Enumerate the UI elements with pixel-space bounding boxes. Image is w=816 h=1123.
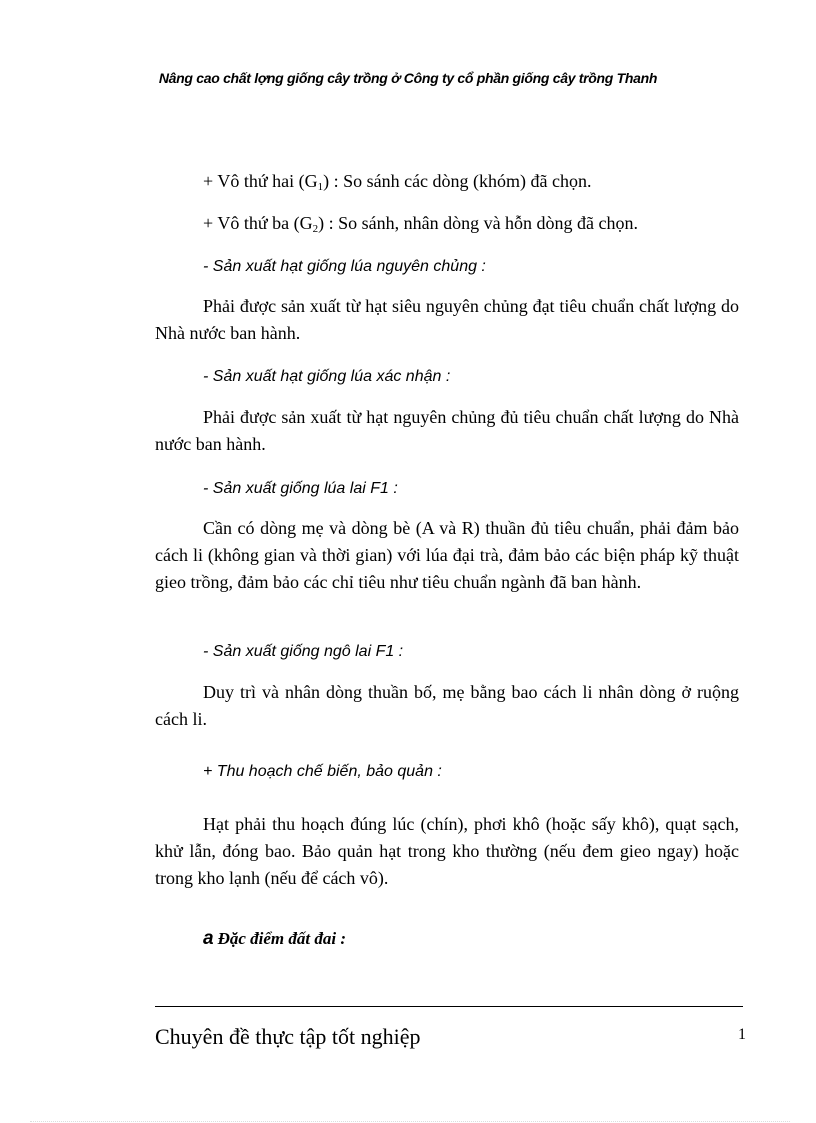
- section-heading-land: [203, 925, 346, 952]
- round-three-prefix: + Vô thứ ba (G: [203, 213, 313, 233]
- section-title: Đặc điểm đất đai :: [217, 929, 346, 948]
- paragraph-certified-seed: Phải được sản xuất từ hạt nguyên chủng đủ tiêu chuẩn chất lượng do Nhà nước ban hành.: [155, 407, 739, 454]
- heading-certified-seed: - Sản xuất hạt giống lúa xác nhận :: [203, 368, 451, 385]
- round-three-line: [203, 210, 638, 243]
- heading-hybrid-rice: - Sản xuất giống lúa lai F1 :: [203, 480, 398, 497]
- footer-divider: [155, 1006, 743, 1007]
- page-bottom-divider: [30, 1121, 790, 1122]
- round-two-prefix: + Vô thứ hai (G: [203, 171, 318, 191]
- page-number: 1: [738, 1026, 746, 1043]
- section-bullet: a: [203, 928, 214, 949]
- heading-hybrid-corn: - Sản xuất giống ngô lai F1 :: [203, 643, 404, 660]
- round-three-subscript: 2: [312, 223, 319, 235]
- heading-harvest: + Thu hoạch chế biến, bảo quản :: [203, 763, 442, 780]
- round-three-suffix: ) : So sánh, nhân dòng và hỗn dòng đã chọn.: [318, 213, 639, 233]
- round-two-line: [203, 168, 592, 201]
- running-header: Nâng cao chất lợng giống cây trồng ở Công ty cổ phần giống cây trồng Thanh: [158, 70, 658, 86]
- footer-title: Chuyên đề thực tập tốt nghiệp: [155, 1024, 421, 1049]
- paragraph-harvest: Hạt phải thu hoạch đúng lúc (chín), phơi khô (hoặc sấy khô), quạt sạch, khử lẫn, đóng bao. Bảo quản hạt trong kho thường (nếu đem gieo ngay) hoặc trong kho lạnh (nếu để cách vô).: [155, 814, 739, 888]
- round-two-subscript: 1: [317, 181, 324, 193]
- heading-original-seed: - Sản xuất hạt giống lúa nguyên chủng :: [203, 258, 486, 275]
- paragraph-hybrid-rice: Cần có dòng mẹ và dòng bè (A và R) thuần đủ tiêu chuẩn, phải đảm bảo cách li (không gian và thời gian) với lúa đại trà, đảm bảo các biện pháp kỹ thuật gieo trồng, đảm bảo các chỉ tiêu như tiêu chuẩn ngành đã ban hành.: [155, 518, 739, 592]
- paragraph-original-seed: Phải được sản xuất từ hạt siêu nguyên chủng đạt tiêu chuẩn chất lượng do Nhà nước ban hành.: [155, 296, 739, 343]
- paragraph-hybrid-corn: Duy trì và nhân dòng thuần bố, mẹ bằng bao cách li nhân dòng ở ruộng cách li.: [155, 682, 739, 729]
- round-two-suffix: ) : So sánh các dòng (khóm) đã chọn.: [323, 171, 592, 191]
